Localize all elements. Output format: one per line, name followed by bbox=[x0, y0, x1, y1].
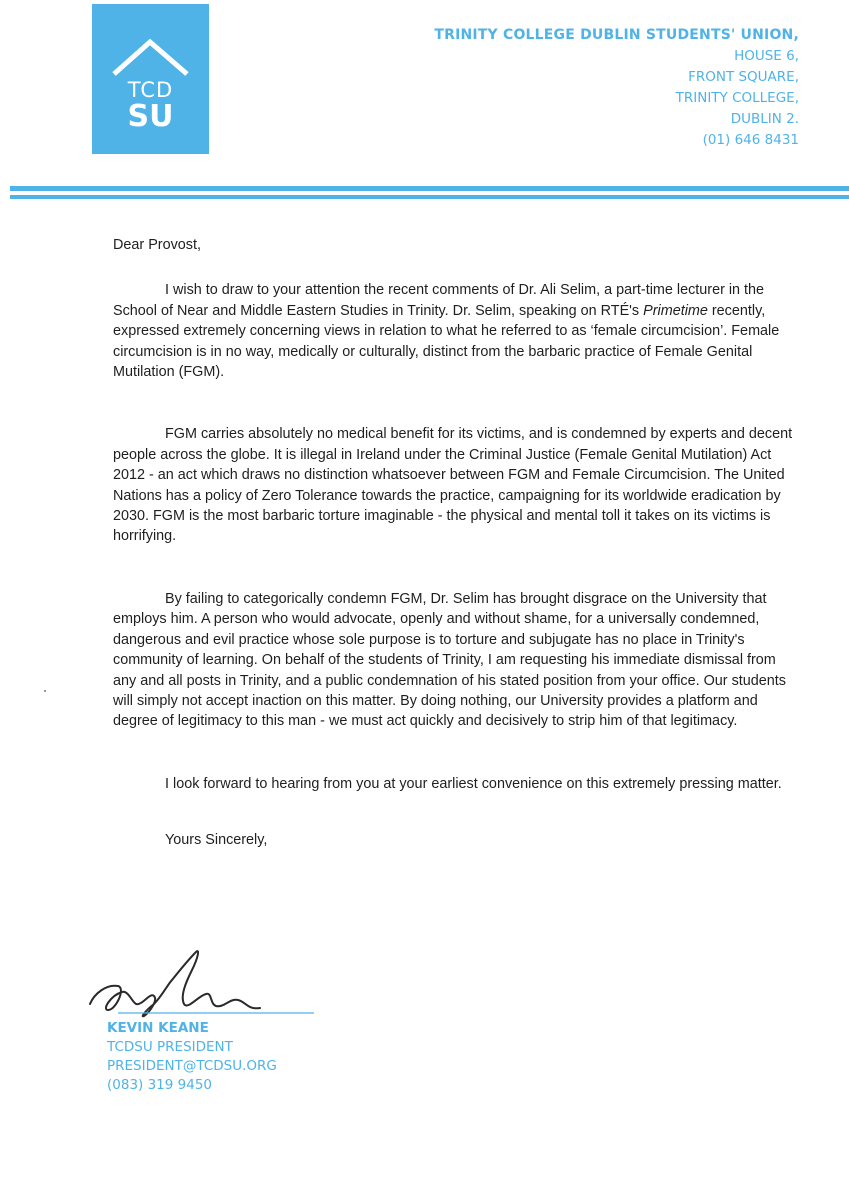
handwritten-signature bbox=[88, 946, 328, 1026]
address-line: HOUSE 6, bbox=[734, 48, 799, 64]
signatory-title: TCDSU PRESIDENT bbox=[107, 1039, 233, 1055]
header-divider-bottom bbox=[10, 195, 849, 199]
closing: Yours Sincerely, bbox=[165, 832, 268, 849]
logo-text-tcd: TCD bbox=[127, 78, 174, 102]
org-name: TRINITY COLLEGE DUBLIN STUDENTS' UNION, bbox=[434, 27, 799, 43]
signatory-phone: (083) 319 9450 bbox=[107, 1077, 213, 1093]
tcdsu-logo bbox=[92, 4, 209, 154]
letterhead-address bbox=[434, 25, 799, 151]
address-line: DUBLIN 2. bbox=[730, 111, 799, 127]
salutation: Dear Provost, bbox=[113, 237, 201, 253]
signatory-email: PRESIDENT@TCDSU.ORG bbox=[107, 1058, 277, 1074]
address-line: FRONT SQUARE, bbox=[688, 69, 799, 85]
signature-block bbox=[107, 1019, 277, 1095]
paragraph-4: I look forward to hearing from you at your earliest convenience on this extremely pressing matter. bbox=[165, 775, 782, 792]
org-phone: (01) 646 8431 bbox=[702, 132, 799, 148]
scan-speck bbox=[44, 690, 46, 692]
paragraph-3: By failing to categorically condemn FGM, Dr. Selim has brought disgrace on the University that employs him. A person who would advocate, openly and without shame, for a universally condemned, dangerous and evil practice whose sole purpose is to torture and subjugate has no place in Trinity's community of learning. On behalf of the students of Trinity, I am requesting his immediate dismissal from any and all posts in Trinity, and a public condemnation of his stated position from your office. Our students will simply not accept inaction on this matter. By doing nothing, our University provides a platform and degree of legitimacy to this man - we must act quickly and decisively to strip him of that legitimacy. bbox=[113, 590, 786, 730]
signatory-name: KEVIN KEANE bbox=[107, 1020, 209, 1036]
programme-name: Primetime bbox=[643, 302, 708, 319]
header-divider-top bbox=[10, 186, 849, 191]
paragraph-1: I wish to draw to your attention the recent comments of Dr. Ali Selim, a part-time lecturer in the School of Near and Middle Eastern Studies in Trinity. Dr. Selim, speaking on RTÉ's Primetime recently, expressed extremely concerning views in relation to what he referred to as ‘female circumcision’. Female circumcision is in no way, medically or culturally, distinct from the barbaric practice of Female Genital Mutilation (FGM). bbox=[113, 282, 780, 381]
address-line: TRINITY COLLEGE, bbox=[675, 90, 799, 106]
letter-body bbox=[113, 235, 793, 851]
logo-text-su: SU bbox=[127, 99, 174, 134]
paragraph-2: FGM carries absolutely no medical benefit for its victims, and is condemned by experts and decent people across the globe. It is illegal in Ireland under the Criminal Justice (Female Genital Mutilation) Act 2012 - an act which draws no distinction whatsoever between FGM and Female Circumcision. The United Nations has a policy of Zero Tolerance towards the practice, campaigning for its worldwide eradication by 2030. FGM is the most barbaric torture imaginable - the physical and mental toll it takes on its victims is horrifying. bbox=[113, 426, 793, 545]
